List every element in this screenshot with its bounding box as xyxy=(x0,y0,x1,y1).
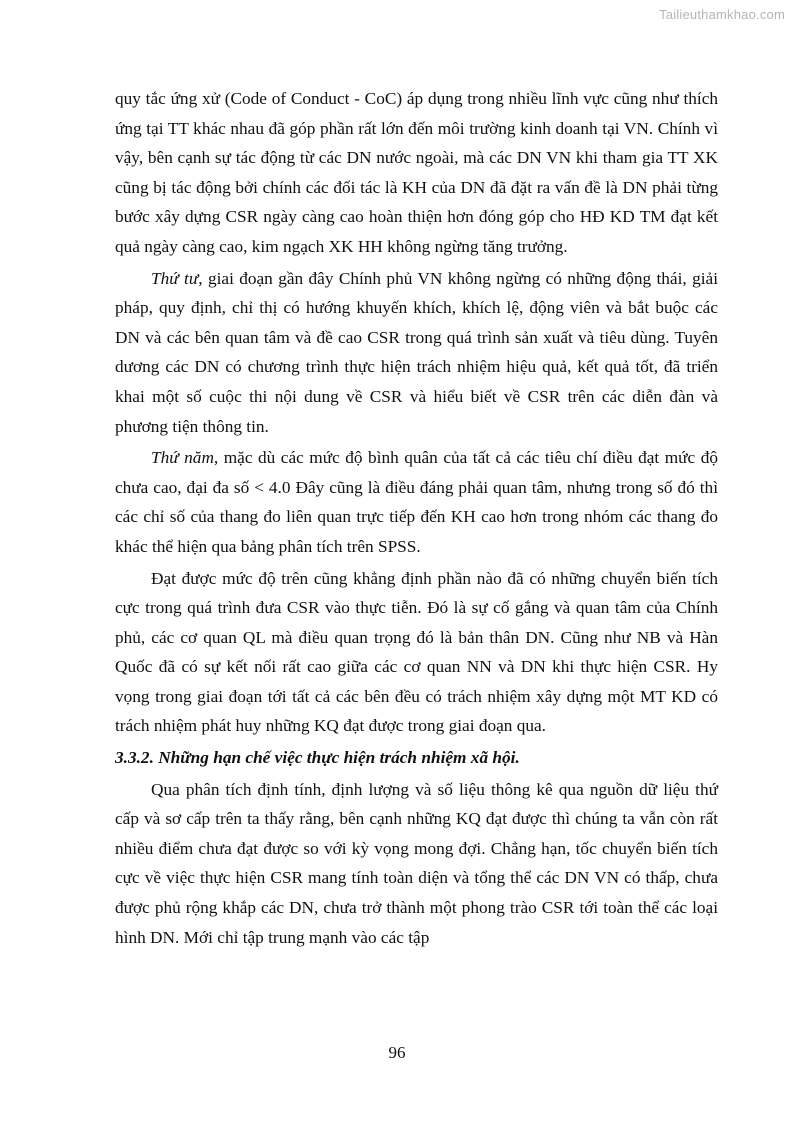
paragraph-thu-nam xyxy=(115,443,718,561)
paragraph-thu-tu xyxy=(115,264,718,442)
paragraph-continuation: quy tắc ứng xử (Code of Conduct - CoC) áp dụng trong nhiều lĩnh vực cũng như thích ứng tại TT khác nhau đã góp phần rất lớn đến môi trường kinh doanh tại VN. Chính vì vậy, bên cạnh sự tác động từ các DN nước ngoài, mà các DN VN khi tham gia TT XK cũng bị tác động bởi chính các đối tác là KH của DN đã đặt ra vấn đề là DN phải từng bước xây dựng CSR ngày càng cao hoàn thiện hơn đóng góp cho HĐ KD TM đạt kết quả ngày càng cao, kim ngạch XK HH không ngừng tăng trưởng. xyxy=(115,89,718,256)
watermark-text: Tailieuthamkhao.com xyxy=(659,7,785,22)
paragraph-achievements: Đạt được mức độ trên cũng khẳng định phần nào đã có những chuyển biến tích cực trong quá trình đưa CSR vào thực tiễn. Đó là sự cố gắng và quan tâm của Chính phủ, các cơ quan QL mà điều quan trọng đó là bản thân DN. Cũng như NB và Hàn Quốc đã có sự kết nối rất cao giữa các cơ quan NN và DN khi thực hiện CSR. Hy vọng trong giai đoạn tới tất cả các bên đều có trách nhiệm xây dựng một MT KD có trách nhiệm phát huy những KQ đạt được trong giai đoạn qua. xyxy=(115,568,718,736)
paragraph-text-thu-tu: giai đoạn gần đây Chính phủ VN không ngừng có những động thái, giải pháp, quy định, chỉ thị có hướng khuyến khích, khích lệ, động viên và bắt buộc các DN và các bên quan tâm và đề cao CSR trong quá trình sản xuất và tiêu dùng. Tuyên dương các DN có chương trình thực hiện trách nhiệm hiệu quả, kết quả tốt, đã triển khai một số cuộc thi nội dung về CSR và hiểu biết về CSR trên các diễn đàn và phương tiện thông tin. xyxy=(115,268,718,436)
paragraph-limitations: Qua phân tích định tính, định lượng và số liệu thông kê qua nguồn dữ liệu thứ cấp và sơ cấp trên ta thấy rằng, bên cạnh những KQ đạt được thì chúng ta vẫn còn rất nhiều điểm chưa đạt được so với kỳ vọng mong đợi. Chẳng hạn, tốc chuyển biến tích cực về việc thực hiện CSR mang tính toàn diện và tổng thể các DN VN có thấp, chưa được phủ rộng khắp các DN, chưa trở thành một phong trào CSR tới toàn thể các loại hình DN. Mới chỉ tập trung mạnh vào các tập xyxy=(115,779,718,947)
page-number: 96 xyxy=(388,1043,406,1062)
section-heading: 3.3.2. Những hạn chế việc thực hiện trách nhiệm xã hội. xyxy=(115,748,520,768)
paragraph-lead-thu-nam: Thứ năm, xyxy=(151,448,219,468)
paragraph-text-thu-nam: mặc dù các mức độ bình quân của tất cả các tiêu chí điều đạt mức độ chưa cao, đại đa số < 4.0 Đây cũng là điều đáng phải quan tâm, nhưng trong số đó thì các chỉ số của thang đo liên quan trực tiếp đến KH cao hơn trong nhóm các thang đo khác thể hiện qua bảng phân tích trên SPSS. xyxy=(115,448,718,556)
paragraph-lead-thu-tu: Thứ tư, xyxy=(151,268,203,288)
page-body xyxy=(115,84,718,952)
